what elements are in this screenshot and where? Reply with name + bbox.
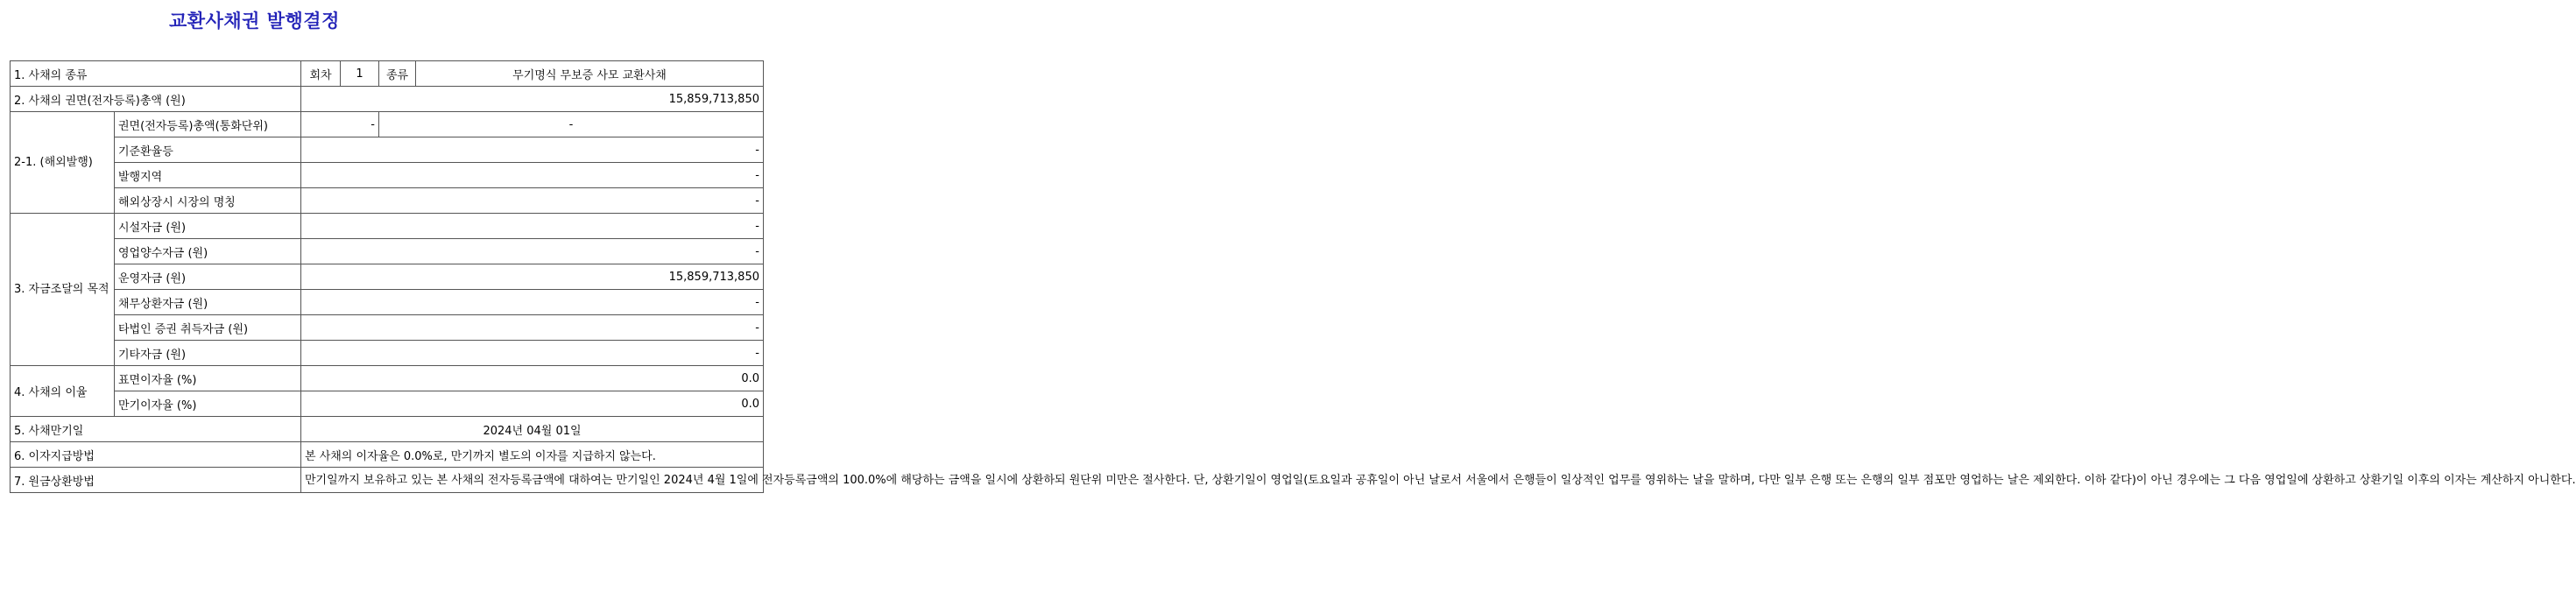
coupon-rate-value: 0.0 bbox=[301, 366, 764, 391]
maturity-rate-value: 0.0 bbox=[301, 391, 764, 417]
issue-region-value: - bbox=[301, 163, 764, 188]
round-value: 1 bbox=[341, 61, 379, 87]
disclosure-table bbox=[10, 60, 2576, 493]
interest-rate-label: 4. 사채의 이율 bbox=[11, 366, 115, 417]
kind-label: 종류 bbox=[379, 61, 416, 87]
table-row bbox=[11, 341, 764, 366]
table-row bbox=[11, 214, 764, 239]
table-row bbox=[11, 137, 764, 163]
maturity-date-label: 5. 사채만기일 bbox=[11, 417, 301, 442]
table-row bbox=[11, 264, 764, 290]
maturity-date-value: 2024년 04월 01일 bbox=[301, 417, 764, 442]
table-row bbox=[11, 315, 764, 341]
overseas-face-label: 권면(전자등록)총액(통화단위) bbox=[115, 112, 301, 137]
table-row bbox=[11, 290, 764, 315]
funding-item-value: - bbox=[301, 239, 764, 264]
table-row bbox=[11, 391, 764, 417]
table-row bbox=[11, 163, 764, 188]
page-title: 교환사채권 발행결정 bbox=[169, 10, 340, 32]
funding-purpose-label: 3. 자금조달의 목적 bbox=[11, 214, 115, 366]
funding-item-value: - bbox=[301, 315, 764, 341]
exchange-rate-value: - bbox=[301, 137, 764, 163]
funding-item-label: 운영자금 (원) bbox=[115, 264, 301, 290]
table-row bbox=[11, 417, 764, 442]
table-row bbox=[11, 61, 764, 87]
coupon-rate-label: 표면이자율 (%) bbox=[115, 366, 301, 391]
interest-payment-label: 6. 이자지급방법 bbox=[11, 442, 301, 468]
maturity-rate-label: 만기이자율 (%) bbox=[115, 391, 301, 417]
table-row bbox=[11, 188, 764, 214]
funding-item-label: 시설자금 (원) bbox=[115, 214, 301, 239]
bond-type-label: 1. 사채의 종류 bbox=[11, 61, 301, 87]
table-row bbox=[11, 87, 764, 112]
issue-region-label: 발행지역 bbox=[115, 163, 301, 188]
interest-payment-value: 본 사채의 이자율은 0.0%로, 만기까지 별도의 이자를 지급하지 않는다. bbox=[301, 442, 764, 468]
table-row bbox=[11, 112, 764, 137]
funding-item-label: 영업양수자금 (원) bbox=[115, 239, 301, 264]
kind-value: 무기명식 무보증 사모 교환사채 bbox=[416, 61, 764, 87]
table-row bbox=[11, 468, 764, 493]
funding-item-value: 15,859,713,850 bbox=[301, 264, 764, 290]
overseas-label: 2-1. (해외발행) bbox=[11, 112, 115, 214]
funding-item-label: 기타자금 (원) bbox=[115, 341, 301, 366]
principal-repayment-value: 만기일까지 보유하고 있는 본 사채의 전자등록금액에 대하여는 만기일인 2024년 4월 1일에 전자등록금액의 100.0%에 해당하는 금액을 일시에 상환하되 원단위 미만은 절사한다. 단, 상환기일이 영업일(토요일과 공휴일이 아닌 날로서 서울에서 은행들이 일상적인 업무를 영위하는 날을 말하며, 다만 일부 은행 또는 은행의 일부 점포만 영업하는 날은 제외한다. 이하 같다)이 아닌 경우에는 그 다음 영업일에 상환하고 상환기일 이후의 이자는 계산하지 아니한다. bbox=[301, 468, 764, 493]
overseas-face-value: - bbox=[301, 112, 379, 137]
funding-item-label: 채무상환자금 (원) bbox=[115, 290, 301, 315]
funding-item-value: - bbox=[301, 341, 764, 366]
face-total-value: 15,859,713,850 bbox=[301, 87, 764, 112]
table-row bbox=[11, 442, 764, 468]
overseas-market-value: - bbox=[301, 188, 764, 214]
funding-item-value: - bbox=[301, 290, 764, 315]
round-label: 회차 bbox=[301, 61, 341, 87]
table-row bbox=[11, 366, 764, 391]
principal-repayment-label: 7. 원금상환방법 bbox=[11, 468, 301, 493]
funding-item-label: 타법인 증권 취득자금 (원) bbox=[115, 315, 301, 341]
overseas-face-currency: - bbox=[379, 112, 764, 137]
funding-item-value: - bbox=[301, 214, 764, 239]
face-total-label: 2. 사채의 권면(전자등록)총액 (원) bbox=[11, 87, 301, 112]
overseas-market-label: 해외상장시 시장의 명칭 bbox=[115, 188, 301, 214]
table-row bbox=[11, 239, 764, 264]
exchange-rate-label: 기준환율등 bbox=[115, 137, 301, 163]
